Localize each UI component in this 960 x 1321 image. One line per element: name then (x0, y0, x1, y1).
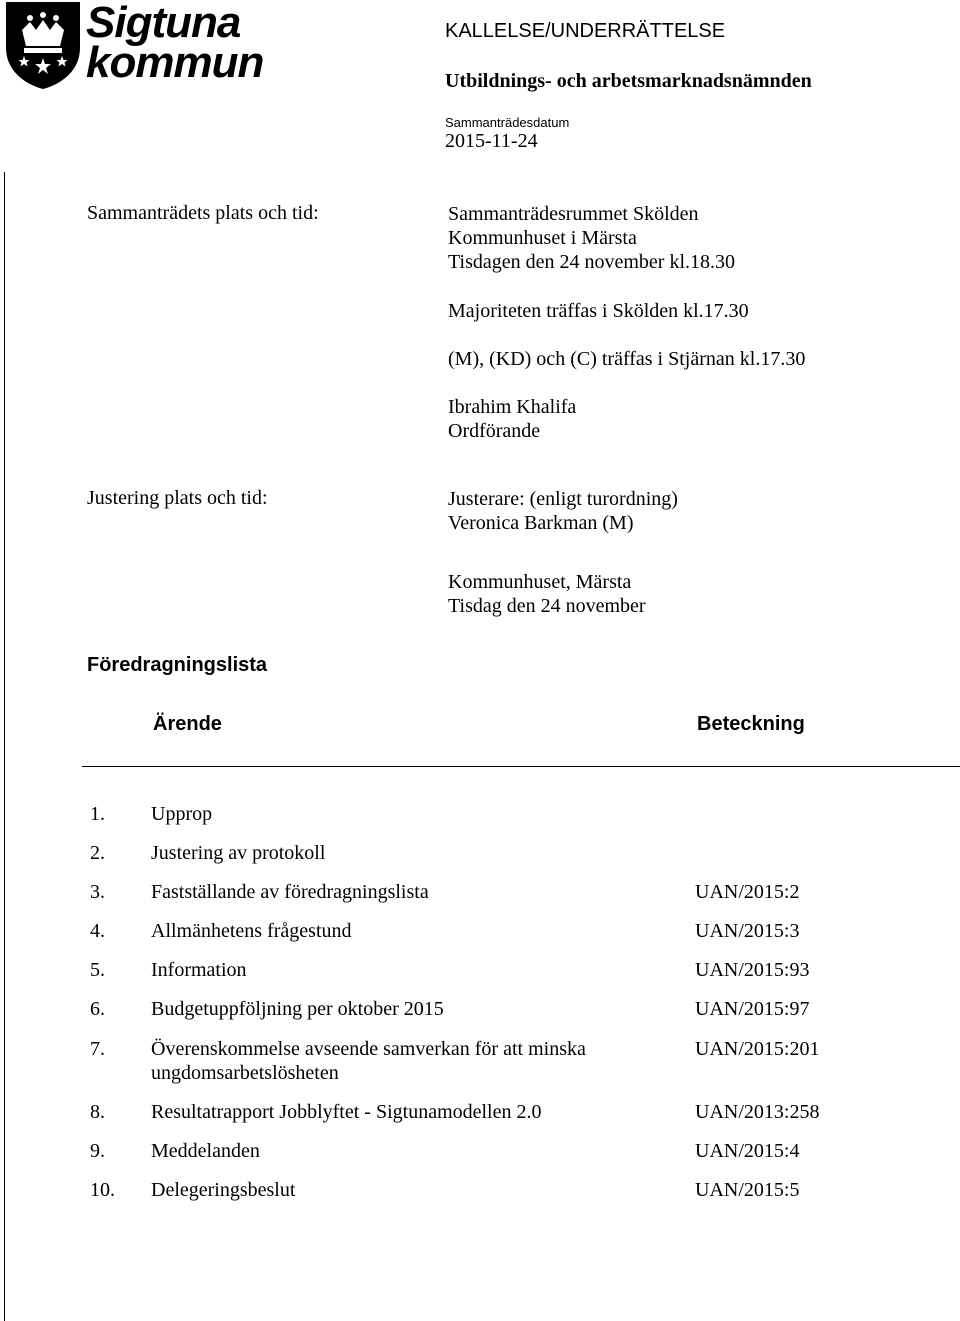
date-label: Sammanträdesdatum (445, 115, 570, 130)
agenda-item-number: 3. (90, 881, 105, 903)
agenda-item-reference: UAN/2015:97 (695, 998, 810, 1020)
agenda-item-reference: UAN/2015:2 (695, 881, 800, 903)
agenda-item-text: Överenskommelse avseende samverkan för att minska ungdomsarbetslösheten (151, 1038, 586, 1084)
logo-text-line2: kommun (86, 38, 264, 87)
agenda-item-text: Budgetuppföljning per oktober 2015 (151, 998, 444, 1020)
divider (82, 766, 960, 767)
agenda-item-text: Allmänhetens frågestund (151, 920, 352, 942)
agenda-item-text: Upprop (151, 803, 213, 825)
adjustment-label: Justering plats och tid: (87, 487, 268, 509)
adjustment-line: Kommunhuset, Märsta (448, 571, 632, 593)
agenda-item-number: 4. (90, 920, 105, 942)
chairperson-title: Ordförande (448, 420, 541, 442)
chairperson-name: Ibrahim Khalifa (448, 396, 577, 418)
agenda-item-number: 2. (90, 842, 105, 864)
agenda-item-text: Meddelanden (151, 1140, 260, 1162)
meeting-label: Sammanträdets plats och tid: (87, 202, 319, 224)
agenda-item-reference: UAN/2015:93 (695, 959, 810, 981)
agenda-item-number: 5. (90, 959, 105, 981)
agenda-item-reference: UAN/2015:4 (695, 1140, 800, 1162)
agenda-item-text: Fastställande av föredragningslista (151, 881, 429, 903)
agenda-column-item: Ärende (153, 713, 222, 735)
agenda-item-reference: UAN/2015:3 (695, 920, 800, 942)
margin-line (4, 172, 5, 1321)
meeting-line: Sammanträdesrummet Skölden (448, 203, 699, 225)
adjustment-line: Tisdag den 24 november (448, 595, 646, 617)
logo-text-line1: Sigtuna (86, 0, 241, 47)
agenda-item-number: 9. (90, 1140, 105, 1162)
agenda-item-text: Information (151, 959, 247, 981)
adjustment-line: Veronica Barkman (M) (448, 512, 634, 534)
coat-of-arms-icon (2, 0, 84, 90)
agenda-title: Föredragningslista (87, 654, 268, 676)
agenda-item-number: 10. (90, 1179, 115, 1201)
meeting-date: 2015-11-24 (445, 130, 538, 152)
agenda-item-reference: UAN/2015:5 (695, 1179, 800, 1201)
agenda-item-number: 7. (90, 1038, 105, 1060)
agenda-item-number: 1. (90, 803, 105, 825)
agenda-item-text: Delegeringsbeslut (151, 1179, 296, 1201)
agenda-item-reference: UAN/2015:201 (695, 1038, 820, 1060)
meeting-line: Kommunhuset i Märsta (448, 227, 637, 249)
meeting-line: Majoriteten träffas i Skölden kl.17.30 (448, 300, 749, 322)
adjustment-line: Justerare: (enligt turordning) (448, 488, 678, 510)
agenda-item-text: Resultatrapport Jobblyftet - Sigtunamodellen 2.0 (151, 1101, 542, 1123)
agenda-item-number: 8. (90, 1101, 105, 1123)
committee-name: Utbildnings- och arbetsmarknadsnämnden (445, 70, 812, 92)
agenda-item-reference: UAN/2013:258 (695, 1101, 820, 1123)
meeting-line: Tisdagen den 24 november kl.18.30 (448, 251, 736, 273)
agenda-column-reference: Beteckning (697, 713, 805, 735)
agenda-item-text: Justering av protokoll (151, 842, 326, 864)
document-type: KALLELSE/UNDERRÄTTELSE (445, 20, 726, 42)
agenda-item-number: 6. (90, 998, 105, 1020)
sigtuna-logo (0, 0, 264, 92)
meeting-line: (M), (KD) och (C) träffas i Stjärnan kl.17.30 (448, 348, 806, 370)
